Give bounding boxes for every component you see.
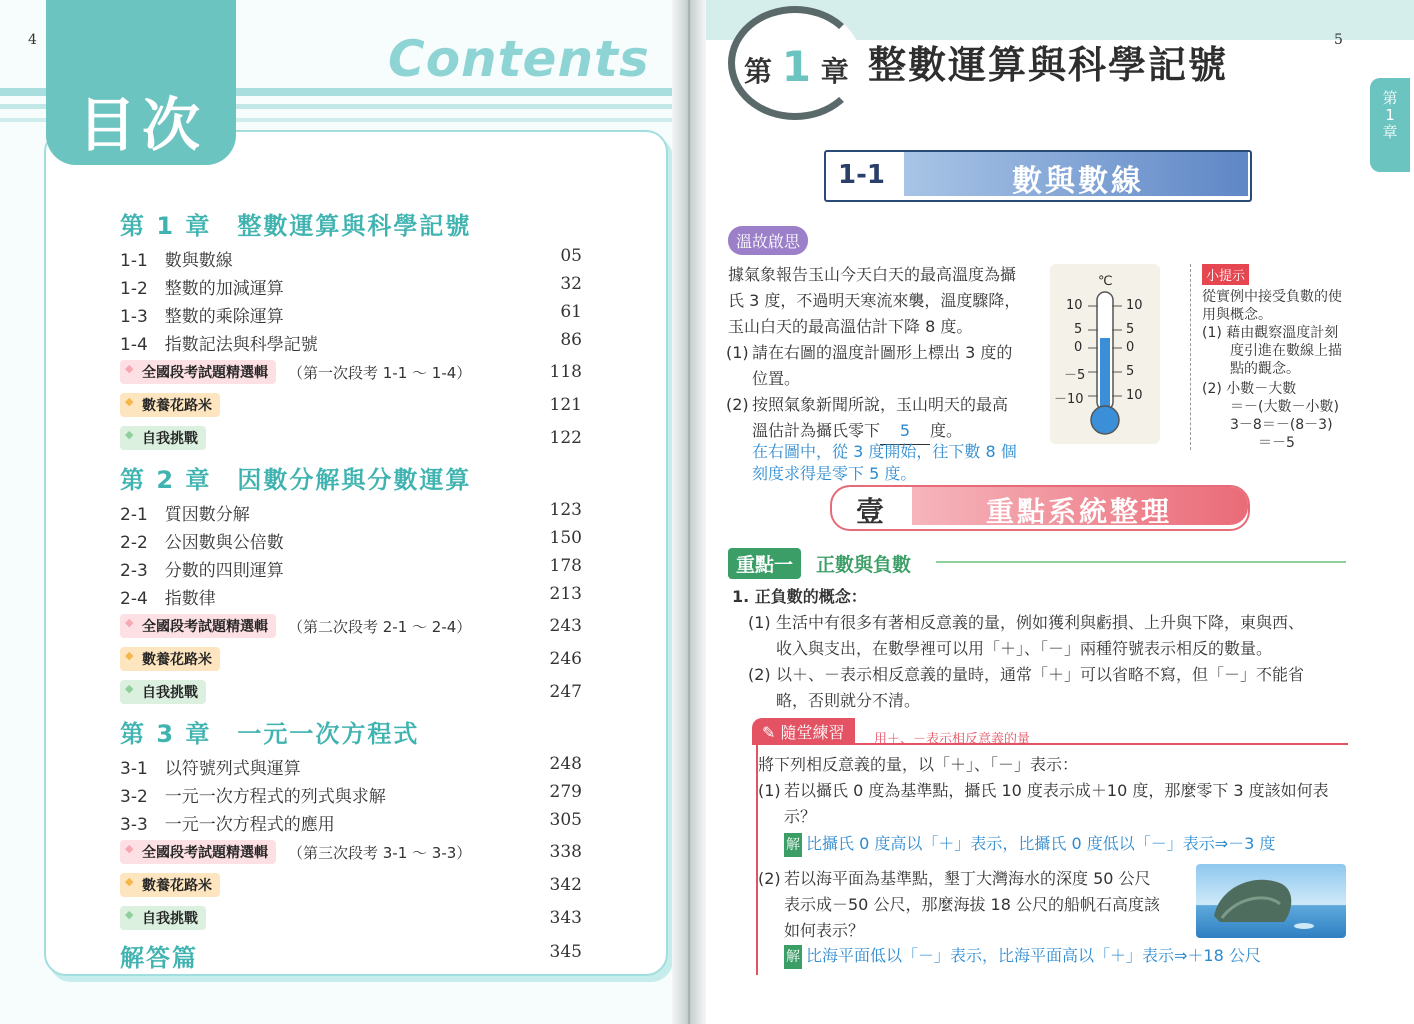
question-number: (2) — [726, 395, 749, 414]
tip-line: 點的觀念。 — [1202, 361, 1300, 377]
pencil-icon: ✎ — [762, 723, 776, 742]
exercise-line: 如何表示？ — [784, 921, 865, 940]
thermo-tick: 5 — [1126, 322, 1135, 337]
tip-tag: 小提示 — [1202, 264, 1249, 285]
exercise-line: 示？ — [784, 807, 817, 826]
thermo-tick: －10 — [1054, 392, 1084, 407]
sail-rock-icon — [1196, 864, 1346, 938]
toc-page: 279 — [549, 782, 582, 802]
tip-line: ＝－(大數－小數) — [1202, 399, 1339, 415]
toc-page: 247 — [549, 682, 582, 702]
exercise-number: (1) — [758, 781, 781, 800]
toc-entry[interactable]: 3-2 一元一次方程式的列式與求解 — [120, 787, 386, 807]
exercise-line: 若以海平面為基準點，墾丁大灣海水的深度 50 公尺 — [784, 869, 1151, 888]
toc-entry[interactable]: 2-3 分數的四則運算 — [120, 561, 284, 581]
thermo-tick: 10 — [1126, 298, 1143, 313]
toc-page: 345 — [549, 942, 582, 962]
page-number-left: 4 — [28, 32, 37, 48]
toc-page: 343 — [549, 908, 582, 928]
page-title: 目次 — [78, 91, 207, 159]
toc-page: 248 — [549, 754, 582, 774]
toc-entry[interactable]: 1-4 指數記法與科學記號 — [120, 335, 318, 355]
toc-entry[interactable]: 1-3 整數的乘除運算 — [120, 307, 284, 327]
contents-heading: Contents — [388, 30, 650, 88]
section-title: 數與數線 — [1012, 164, 1144, 199]
toc-page: 122 — [549, 428, 582, 448]
concept-line: 以＋、－表示相反意義的量時，通常「＋」可以省略不寫，但「－」不能省 — [776, 665, 1305, 684]
badge-self-challenge[interactable]: ◆ 自我挑戰 — [120, 906, 206, 930]
toc-entry[interactable]: 2-1 質因數分解 — [120, 505, 250, 525]
sail-rock-illustration — [1196, 864, 1346, 938]
toc-chapter-1[interactable]: 第 1 章 整數運算與科學記號 — [120, 212, 472, 240]
toc-page: 246 — [549, 649, 582, 669]
tip-line: 3－8＝－(8－3) — [1202, 417, 1333, 433]
review-tag: 溫故啟思 — [728, 226, 808, 255]
toc-chapter-3[interactable]: 第 3 章 一元一次方程式 — [120, 720, 420, 748]
exercise-line: 若以攝氏 0 度為基準點，攝氏 10 度表示成＋10 度，那麼零下 3 度該如何表 — [784, 781, 1329, 800]
key-point-tag: 重點一 — [728, 548, 801, 579]
question-line: 位置。 — [752, 369, 801, 388]
tip-line: 度引進在數線上描 — [1202, 343, 1342, 359]
tip-line: 用與概念。 — [1202, 307, 1272, 323]
toc-page: 342 — [549, 875, 582, 895]
concept-line: 略，否則就分不清。 — [776, 691, 921, 710]
solution-icon: 解 — [784, 833, 802, 857]
question-line: 溫估計為攝氏零下 5 度。 — [752, 418, 962, 445]
divider — [1190, 264, 1192, 450]
thermometer-figure — [1050, 264, 1160, 444]
badge-math-trip[interactable]: ◆ 數養花路米 — [120, 647, 220, 671]
tip-line: ＝－5 — [1202, 435, 1295, 451]
toc-page: 150 — [549, 528, 582, 548]
answer-blank: 5 — [880, 418, 930, 445]
review-line: 據氣象報告玉山今天白天的最高溫度為攝 — [728, 265, 1017, 284]
review-line: 玉山白天的最高溫估計下降 8 度。 — [728, 317, 973, 336]
exercise-answer: 解 比攝氏 0 度高以「＋」表示，比攝氏 0 度低以「－」表示⇒－3 度 — [784, 832, 1275, 857]
concept-title: 1. 正負數的概念： — [732, 587, 867, 606]
toc-chapter-2[interactable]: 第 2 章 因數分解與分數運算 — [120, 466, 472, 494]
answer-line: 在右圖中，從 3 度開始，往下數 8 個 — [752, 442, 1017, 461]
exercise-subtitle: 用＋、－表示相反意義的量 — [874, 732, 1031, 747]
right-page — [690, 0, 1414, 1024]
key-point-title: 正數與負數 — [816, 554, 912, 576]
badge-exam-collection[interactable]: ◆ 全國段考試題精選輯 — [120, 360, 276, 384]
thermo-tick: 5 — [1126, 364, 1135, 379]
exercise-number: (2) — [758, 869, 781, 888]
toc-entry[interactable]: 1-1 數與數線 — [120, 251, 233, 271]
exercise-intro: 將下列相反意義的量，以「＋」、「－」表示： — [758, 755, 1079, 774]
thermo-tick: 5 — [1074, 322, 1083, 337]
toc-note: （第三次段考 3-1 ～ 3-3） — [288, 844, 472, 862]
toc-entry[interactable]: 3-3 一元一次方程式的應用 — [120, 815, 335, 835]
thermo-tick: 10 — [1126, 388, 1143, 403]
section-number: 1-1 — [838, 160, 885, 190]
toc-page: 32 — [560, 274, 582, 294]
book-gutter — [672, 0, 706, 1024]
chapter-title: 整數運算與科學記號 — [868, 43, 1229, 87]
question-number: (1) — [726, 343, 749, 362]
solution-icon: 解 — [784, 945, 802, 969]
toc-page: 121 — [549, 395, 582, 415]
thermo-tick: 0 — [1126, 340, 1135, 355]
answer-line: 刻度求得是零下 5 度。 — [752, 464, 917, 483]
thermo-tick: －5 — [1064, 368, 1086, 383]
thermo-unit: ℃ — [1098, 274, 1113, 289]
banner-number: 壹 — [856, 495, 885, 528]
divider — [936, 561, 1346, 563]
toc-page: 86 — [560, 330, 582, 350]
toc-entry[interactable]: 3-1 以符號列式與運算 — [120, 759, 301, 779]
thermo-tick: 10 — [1066, 298, 1083, 313]
badge-exam-collection[interactable]: ◆ 全國段考試題精選輯 — [120, 840, 276, 864]
review-line: 氏 3 度，不過明天寒流來襲，溫度驟降， — [728, 291, 1021, 310]
exercise-answer: 解 比海平面低以「－」表示，比海平面高以「＋」表示⇒＋18 公尺 — [784, 944, 1261, 969]
badge-self-challenge[interactable]: ◆ 自我挑戰 — [120, 426, 206, 450]
toc-page: 118 — [549, 362, 582, 382]
tip-line: (1) 藉由觀察溫度計刻 — [1202, 325, 1339, 341]
page-number-right: 5 — [1334, 32, 1343, 48]
badge-math-trip[interactable]: ◆ 數養花路米 — [120, 393, 220, 417]
toc-note: （第二次段考 2-1 ～ 2-4） — [288, 618, 472, 636]
toc-entry[interactable]: 2-2 公因數與公倍數 — [120, 533, 284, 553]
toc-entry[interactable]: 1-2 整數的加減運算 — [120, 279, 284, 299]
badge-self-challenge[interactable]: ◆ 自我挑戰 — [120, 680, 206, 704]
toc-note: （第一次段考 1-1 ～ 1-4） — [288, 364, 472, 382]
toc-entry[interactable]: 2-4 指數律 — [120, 589, 216, 609]
concept-line: 收入與支出，在數學裡可以用「＋」、「－」兩種符號表示相反的數量。 — [776, 639, 1273, 658]
concept-number: (1) — [748, 613, 771, 632]
toc-page: 213 — [549, 584, 582, 604]
concept-number: (2) — [748, 665, 771, 684]
toc-page: 243 — [549, 616, 582, 636]
banner-title: 重點系統整理 — [986, 495, 1173, 528]
thermometer-icon — [1050, 264, 1160, 444]
exercise-tag: ✎ 隨堂練習 — [752, 718, 855, 745]
toc-page: 178 — [549, 556, 582, 576]
question-line: 按照氣象新聞所說，玉山明天的最高 — [752, 395, 1009, 414]
left-page — [0, 0, 690, 1024]
concept-line: 生活中有很多有著相反意義的量，例如獲利與虧損、上升與下降，東與西、 — [776, 613, 1305, 632]
toc-page: 123 — [549, 500, 582, 520]
tip-line: 從實例中接受負數的使 — [1202, 289, 1342, 305]
toc-page: 338 — [549, 842, 582, 862]
toc-page: 05 — [560, 246, 582, 266]
question-line: 請在右圖的溫度計圖形上標出 3 度的 — [752, 343, 1013, 362]
toc-page: 305 — [549, 810, 582, 830]
toc-answers[interactable]: 解答篇 — [120, 944, 198, 972]
toc-page: 61 — [560, 302, 582, 322]
exercise-line: 表示成－50 公尺，那麼海拔 18 公尺的船帆石高度該 — [784, 895, 1160, 914]
tip-line: (2) 小數－大數 — [1202, 381, 1297, 397]
thermo-tick: 0 — [1074, 340, 1083, 355]
chapter-label: 第 1 章 — [744, 42, 849, 91]
badge-math-trip[interactable]: ◆ 數養花路米 — [120, 873, 220, 897]
chapter-side-tab[interactable]: 第 1 章 — [1370, 78, 1410, 172]
badge-exam-collection[interactable]: ◆ 全國段考試題精選輯 — [120, 614, 276, 638]
